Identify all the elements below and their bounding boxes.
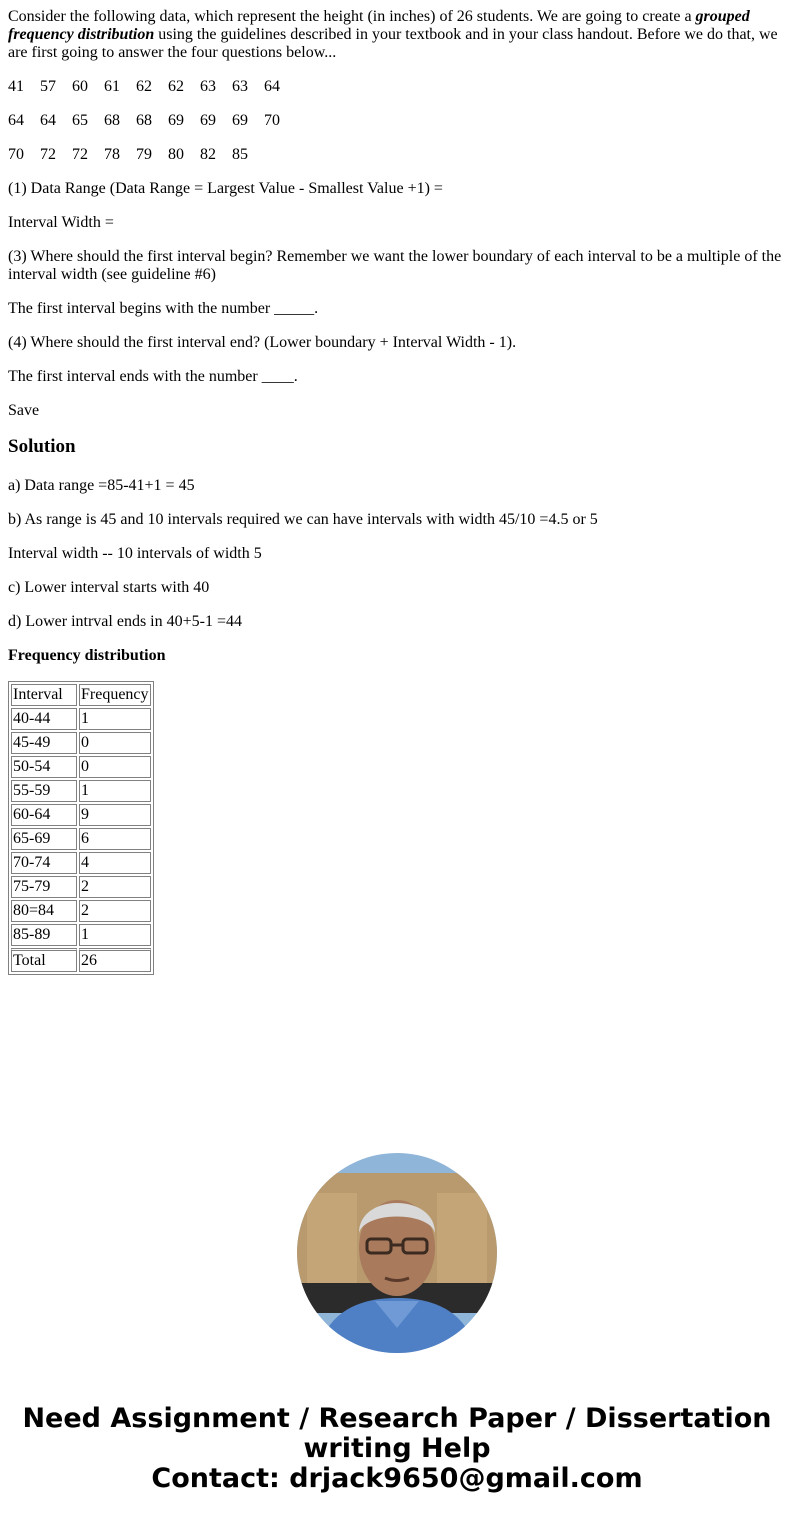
header-interval: Interval	[11, 684, 77, 706]
frequency-table-title: Frequency distribution	[8, 647, 166, 664]
table-row	[11, 852, 151, 874]
interval-cell: 75-79	[11, 876, 77, 898]
frequency-table	[8, 681, 154, 975]
solution-line-c: c) Lower interval starts with 40	[8, 579, 210, 596]
frequency-cell: 2	[79, 900, 151, 922]
question-2: Interval Width =	[8, 214, 114, 231]
frequency-cell: 1	[79, 708, 151, 730]
question-3: (3) Where should the first interval begin? Remember we want the lower boundary of each interval to be a multiple of the interval width (see guideline #6)	[8, 248, 782, 283]
frequency-cell: 9	[79, 804, 151, 826]
table-row	[11, 900, 151, 922]
tutor-photo-icon	[297, 1153, 497, 1353]
promo-contact: Contact: drjack9650@gmail.com	[151, 1463, 643, 1494]
table-row	[11, 780, 151, 802]
total-value: 26	[79, 948, 151, 972]
frequency-cell: 4	[79, 852, 151, 874]
solution-line-a: a) Data range =85-41+1 = 45	[8, 477, 195, 494]
frequency-cell: 6	[79, 828, 151, 850]
solution-line-b: b) As range is 45 and 10 intervals required we can have intervals with width 45/10 =4.5 or 5	[8, 511, 598, 528]
frequency-cell: 1	[79, 924, 151, 946]
question-1: (1) Data Range (Data Range = Largest Value - Smallest Value +1) =	[8, 180, 443, 197]
interval-cell: 65-69	[11, 828, 77, 850]
frequency-cell: 0	[79, 756, 151, 778]
interval-cell: 70-74	[11, 852, 77, 874]
question-intro: Consider the following data, which represent the height (in inches) of 26 students. We are going to create a grouped frequency distribution using the guidelines described in your textbook and in your class handout. Before we do that, we are first going to answer the four questions below...	[8, 8, 778, 61]
interval-cell: 55-59	[11, 780, 77, 802]
interval-cell: 80=84	[11, 900, 77, 922]
interval-cell: 60-64	[11, 804, 77, 826]
table-row	[11, 732, 151, 754]
question-4: (4) Where should the first interval end? (Lower boundary + Interval Width - 1).	[8, 334, 517, 351]
total-label: Total	[11, 948, 77, 972]
solution-line-width: Interval width -- 10 intervals of width 5	[8, 545, 262, 562]
interval-cell: 85-89	[11, 924, 77, 946]
data-row-1: 41 57 60 61 62 62 63 63 64	[8, 78, 280, 95]
table-row	[11, 708, 151, 730]
table-row	[11, 756, 151, 778]
emphasis-text: grouped frequency distribution	[8, 8, 750, 43]
header-frequency: Frequency	[79, 684, 151, 706]
promo-line-2: writing Help	[303, 1433, 491, 1464]
table-row	[11, 828, 151, 850]
table-header-row	[11, 684, 151, 706]
tutor-avatar	[297, 1153, 497, 1353]
frequency-cell: 1	[79, 780, 151, 802]
table-row	[11, 924, 151, 946]
promo-banner	[0, 1404, 794, 1494]
question-4-answer: The first interval ends with the number ____.	[8, 368, 298, 385]
frequency-cell: 0	[79, 732, 151, 754]
data-row-2: 64 64 65 68 68 69 69 69 70	[8, 112, 280, 129]
table-row	[11, 804, 151, 826]
promo-line-1: Need Assignment / Research Paper / Dissertation	[22, 1403, 772, 1434]
table-row	[11, 876, 151, 898]
interval-cell: 50-54	[11, 756, 77, 778]
data-row-3: 70 72 72 78 79 80 82 85	[8, 146, 248, 163]
interval-cell: 45-49	[11, 732, 77, 754]
save-link[interactable]: Save	[8, 402, 40, 419]
question-3-answer: The first interval begins with the number _____.	[8, 300, 319, 317]
interval-cell: 40-44	[11, 708, 77, 730]
table-total-row	[11, 948, 151, 972]
frequency-cell: 2	[79, 876, 151, 898]
solution-line-d: d) Lower intrval ends in 40+5-1 =44	[8, 613, 242, 630]
solution-heading: Solution	[8, 436, 76, 457]
